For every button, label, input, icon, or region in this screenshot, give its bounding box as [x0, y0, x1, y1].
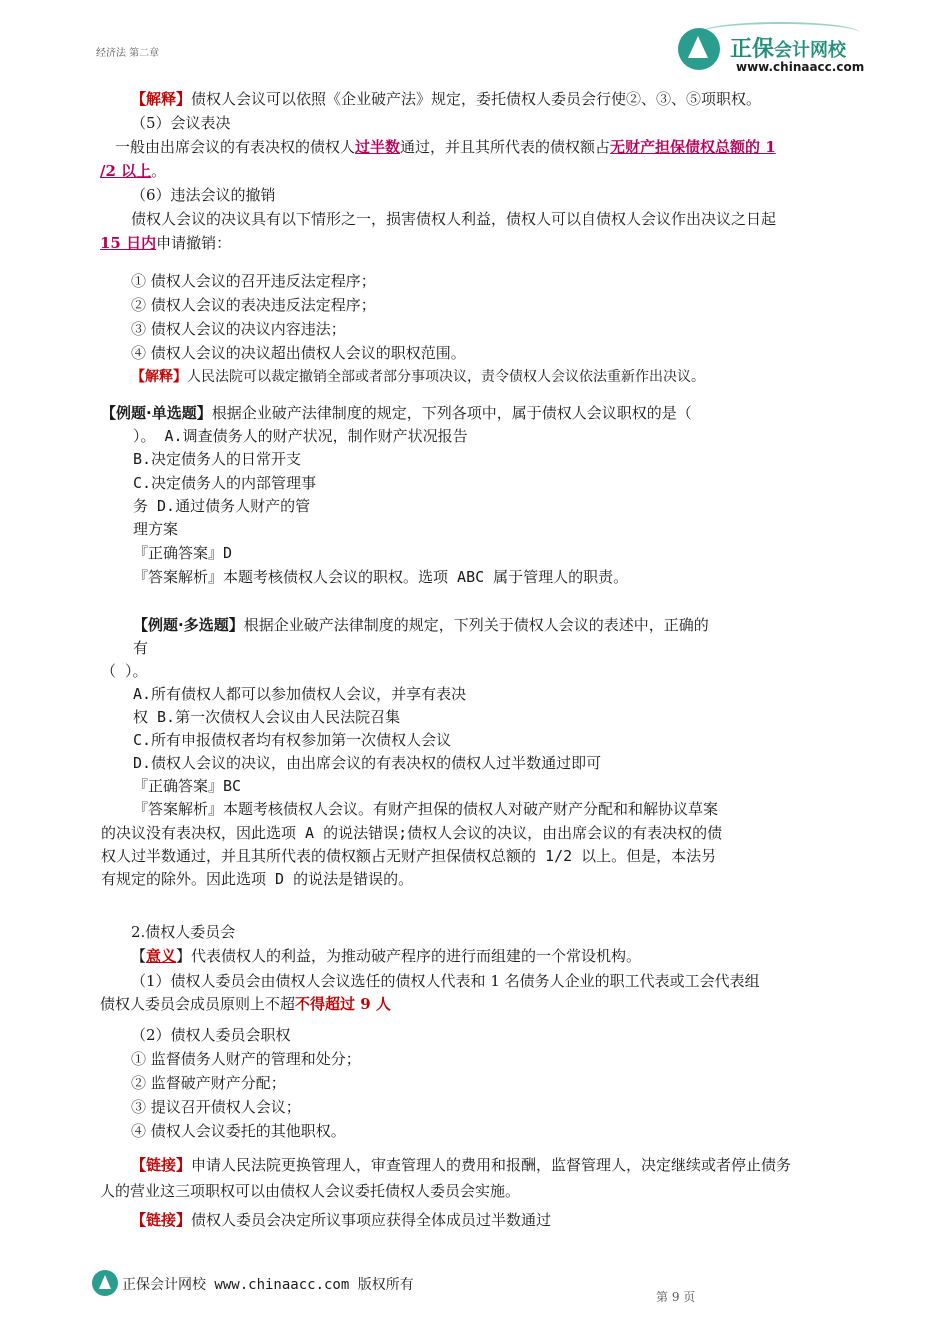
committee-duties-heading: （2）债权人委员会职权: [131, 1026, 291, 1044]
q2-analysis-line3: 权人过半数通过，并且其所代表的债权额占无财产担保债权总额的 1/2 以上。但是，本法另: [101, 847, 717, 865]
revoke-item: ① 债权人会议的召开违反法定程序；: [131, 272, 376, 290]
revoke-item: ② 债权人会议的表决违反法定程序；: [131, 296, 376, 314]
q2-analysis-line4: 有规定的除外。因此选项 D 的说法是错误的。: [101, 870, 414, 888]
revoke-item: ③ 债权人会议的决议内容违法；: [131, 320, 346, 338]
logo-brand: 正保会计网校: [730, 37, 847, 62]
logo-url: www.chinaacc.com: [736, 60, 865, 74]
cut-line: 债权人委员会成员原则上不超不得超过 9 人: [100, 995, 391, 1013]
q1-option: B.决定债务人的日常开支: [133, 450, 302, 468]
q1-answer: 『正确答案』D: [133, 544, 233, 562]
q2-option: D.债权人会议的决议，由出席会议的有表决权的债权人过半数通过即可: [133, 754, 602, 772]
q2-option: 权 B.第一次债权人会议由人民法院召集: [133, 708, 401, 726]
q1-stem-line2: ）。 A.调查债务人的财产状况，制作财产状况报告: [133, 427, 468, 445]
q2-stem-line1: 【例题·多选题】根据企业破产法律制度的规定，下列关于债权人会议的表述中，正确的: [133, 616, 709, 634]
q1-stem-line1: 【例题·单选题】根据企业破产法律制度的规定，下列各项中，属于债权人会议职权的是（: [101, 404, 692, 422]
duty-item: ① 监督债务人财产的管理和处分；: [131, 1050, 361, 1068]
q1-option: 务 D.通过债务人财产的管: [133, 497, 311, 515]
link-paragraph-cut: 【链接】申请人民法院更换管理人，审查管理人的费用和报酬，监督管理人，决定继续或者停止债务: [131, 1156, 792, 1174]
heading-vote: （5）会议表决: [131, 114, 231, 132]
link2-paragraph-cut: 【链接】债权人委员会决定所议事项应获得全体成员过半数通过: [131, 1211, 552, 1229]
q1-analysis: 『答案解析』本题考核债权人会议的职权。选项 ABC 属于管理人的职责。: [133, 568, 629, 586]
section-heading: 2.债权人委员会: [131, 923, 236, 941]
duty-item: ④ 债权人会议委托的其他职权。: [131, 1122, 346, 1140]
footer-page-number: 第 9 页: [656, 1290, 696, 1304]
q1-option: 理方案: [133, 520, 179, 538]
q2-analysis-line2: 的决议没有表决权，因此选项 A 的说法错误;债权人会议的决议，由出席会议的有表决权的债: [101, 824, 723, 842]
meaning-paragraph: 【意义】代表债权人的利益，为推动破产程序的进行而组建的一个常设机构。: [131, 947, 642, 965]
q2-answer: 『正确答案』BC: [133, 777, 242, 795]
explain2-paragraph-cut: 【解释】人民法院可以裁定撤销全部或者部分事项决议，责令债权人会议依法重新作出决议。: [131, 369, 705, 385]
link-paragraph-cont: 人的营业这三项职权可以由债权人会议委托债权人委员会实施。: [100, 1182, 521, 1200]
footer-logo-icon: [92, 1270, 118, 1296]
header-running-title: 经济法 第二章: [96, 48, 160, 59]
q2-stem-line3: （ ）。: [101, 662, 148, 680]
duty-item: ② 监督破产财产分配；: [131, 1074, 286, 1092]
q2-stem-line2: 有: [133, 639, 149, 657]
q1-option: C.决定债务人的内部管理事: [133, 474, 317, 492]
vote-paragraph-line1: 一般由出席会议的有表决权的债权人过半数通过，并且其所代表的债权额占无财产担保债权总额的 1: [115, 138, 776, 156]
revoke-paragraph-line1: 债权人会议的决议具有以下情形之一，损害债权人利益，债权人可以自债权人会议作出决议之日起: [131, 210, 777, 228]
revoke-item: ④ 债权人会议的决议超出债权人会议的职权范围。: [131, 344, 466, 362]
footer-copyright: 正保会计网校 www.chinaacc.com 版权所有: [122, 1277, 414, 1293]
q2-option: C.所有申报债权者均有权参加第一次债权人会议: [133, 731, 452, 749]
q2-option: A.所有债权人都可以参加债权人会议，并享有表决: [133, 685, 467, 703]
q2-analysis-line1: 『答案解析』本题考核债权人会议。有财产担保的债权人对破产财产分配和和解协议草案: [133, 800, 719, 818]
duty-item: ③ 提议召开债权人会议；: [131, 1098, 301, 1116]
heading-revoke: （6）违法会议的撤销: [131, 186, 276, 204]
revoke-paragraph-line2: 15 日内申请撤销：: [100, 234, 232, 252]
cut-line: （1）债权人委员会由债权人会议选任的债权人代表和 1 名债务人企业的职工代表或工会代表组: [131, 972, 760, 990]
vote-paragraph-line2: /2 以上。: [100, 162, 167, 180]
explain-paragraph: 【解释】债权人会议可以依照《企业破产法》规定，委托债权人委员会行使②、③、⑤项职权。: [131, 90, 762, 108]
logo-icon: [678, 28, 720, 70]
